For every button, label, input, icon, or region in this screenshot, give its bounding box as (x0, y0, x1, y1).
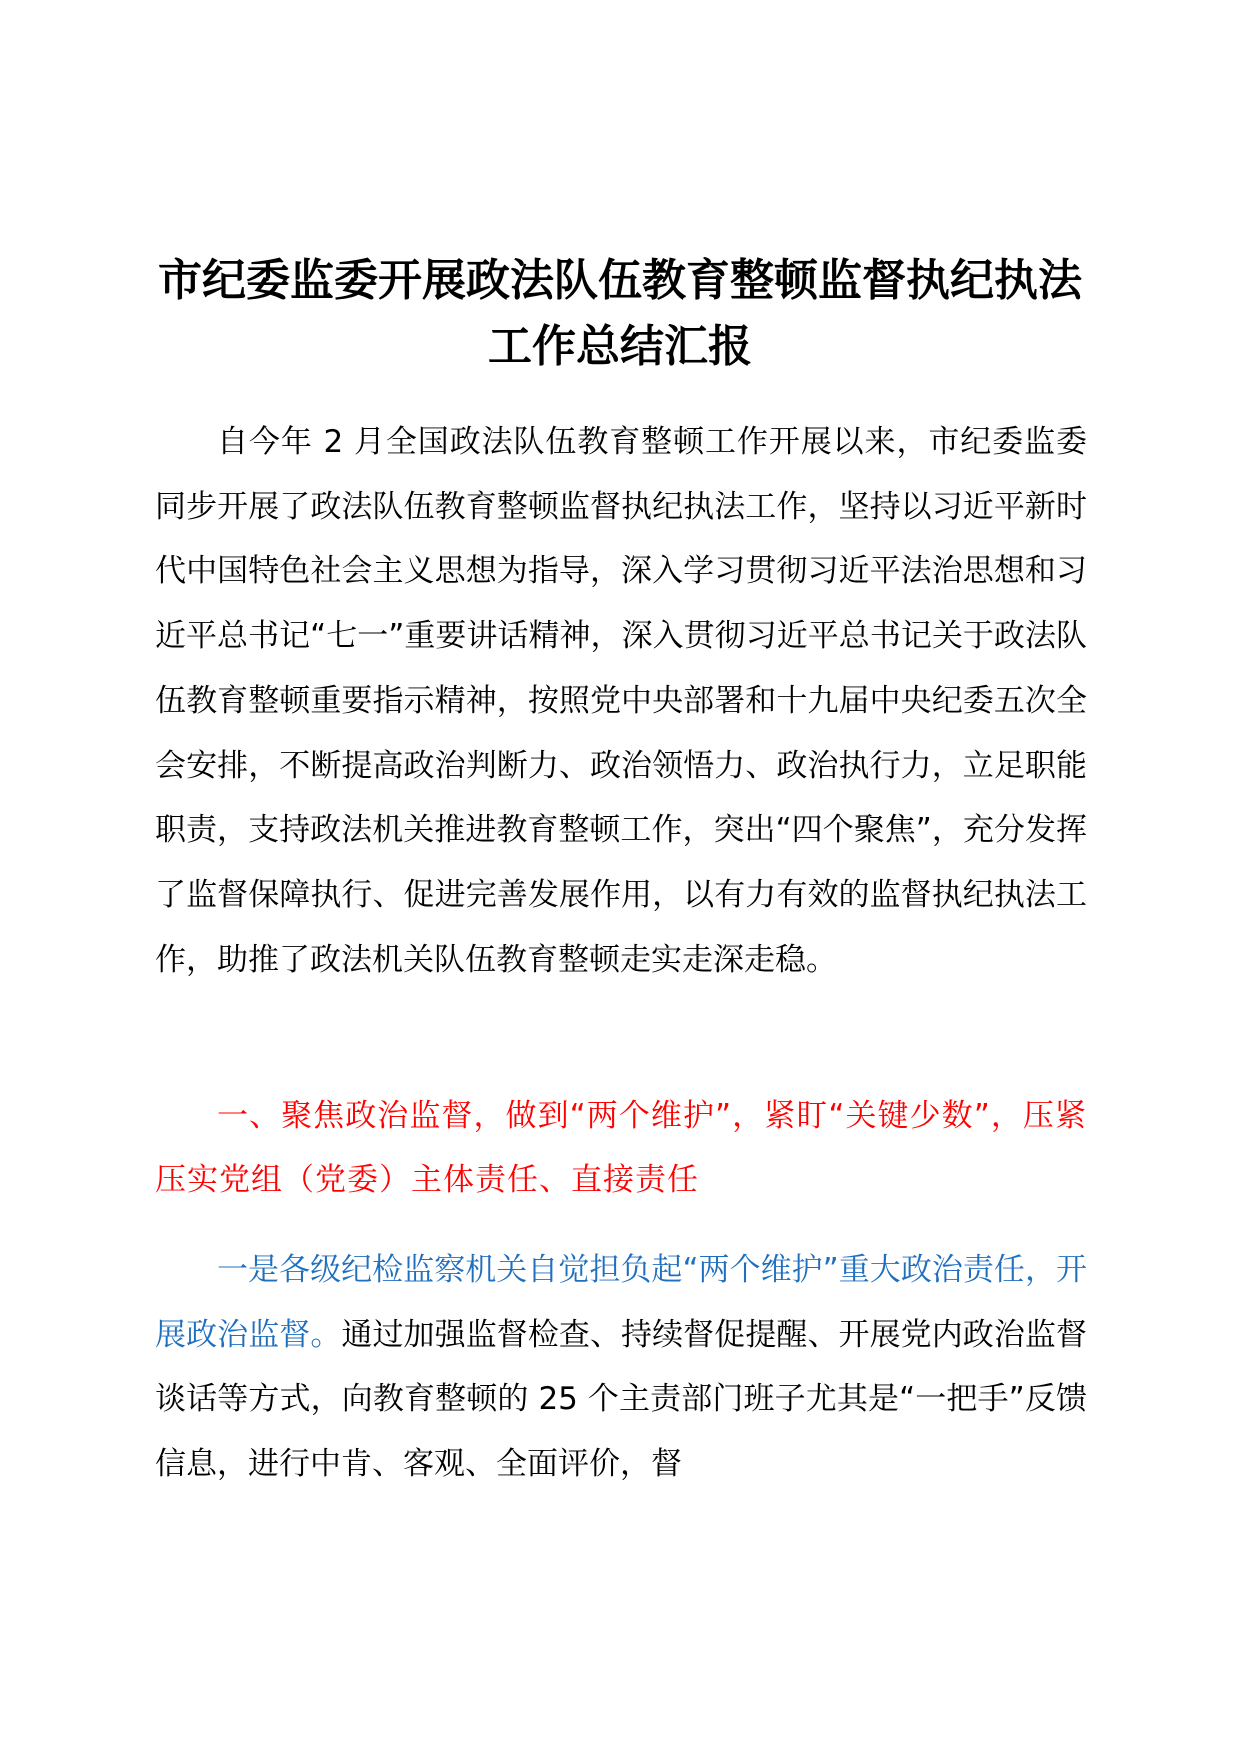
intro-paragraph: 自今年 2 月全国政法队伍教育整顿工作开展以来，市纪委监委同步开展了政法队伍教育整顿监督执纪执法工作，坚持以习近平新时代中国特色社会主义思想为指导，深入学习贯彻习近平法治思想和习近平总书记“七一”重要讲话精神，深入贯彻习近平总书记关于政法队伍教育整顿重要指示精神，按照党中央部署和十九届中央纪委五次全会安排，不断提高政治判断力、政治领悟力、政治执行力，立足职能职责，支持政法机关推进教育整顿工作，突出“四个聚焦”，充分发挥了监督保障执行、促进完善发展作用，以有力有效的监督执纪执法工作，助推了政法机关队伍教育整顿走实走深走稳。 (155, 424, 1087, 978)
paragraph-body-text: 通过加强监督检查、持续督促提醒、开展党内政治监督谈话等方式，向教育整顿的 25 个主责部门班子尤其是“一把手”反馈信息，进行中肯、客观、全面评价，督 (155, 1316, 1088, 1483)
section-heading-1: 一、聚焦政治监督，做到“两个维护”，紧盯“关键少数”，压紧压实党组（党委）主体责任、直接责任 (155, 1098, 1087, 1198)
document-title: 市纪委监委开展政法队伍教育整顿监督执纪执法工作总结汇报 (158, 255, 1082, 372)
section-1-paragraph-1 (155, 1238, 1087, 1497)
paragraph-lead-sentence: 一是各级纪检监察机关自觉担负起“两个维护”重大政治责任，开展政治监督。 (155, 1252, 1087, 1353)
